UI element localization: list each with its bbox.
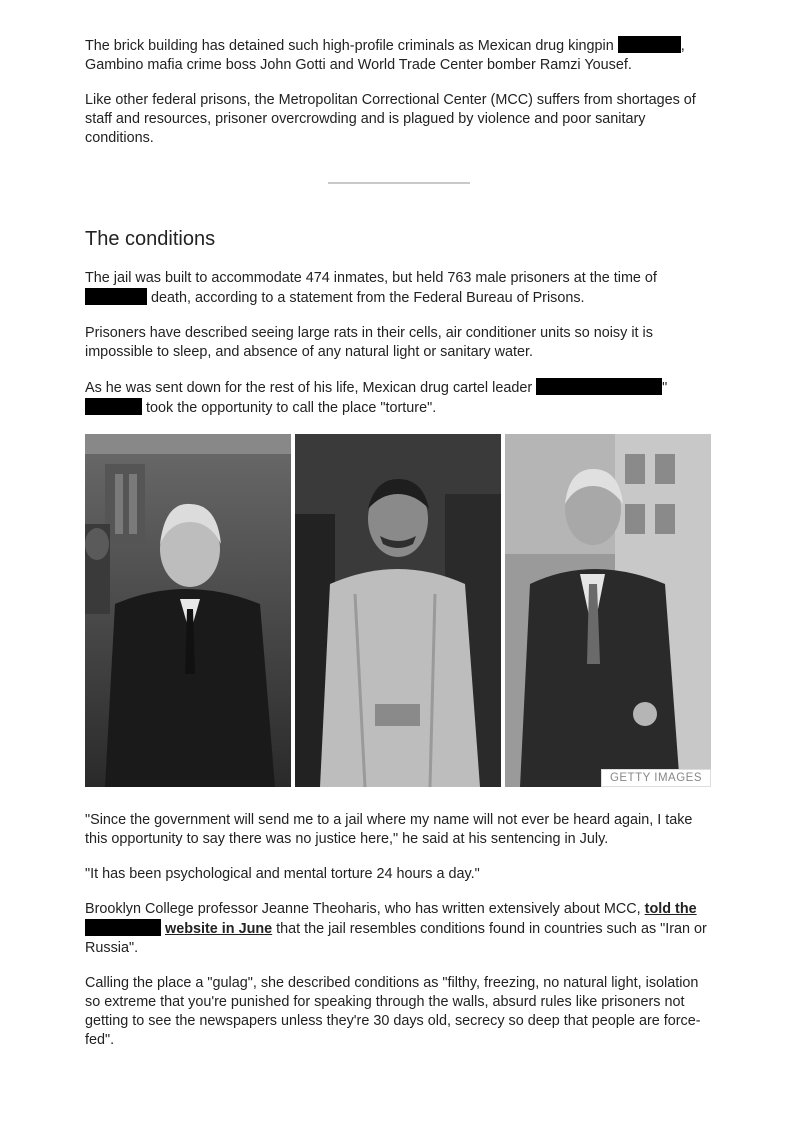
paragraph-mcc-shortages: Like other federal prisons, the Metropolitan Correctional Center (MCC) suffers from shortages of staff and resources, prisoner overcrowding and is plagued by violence and poor sanitary conditions. bbox=[85, 92, 696, 146]
paragraph-capacity: The jail was built to accommodate 474 inmates, but held 763 male prisoners at the time of death, according to a statement from the Federal Bureau of Prisons. bbox=[85, 270, 657, 306]
paragraph-quote-sentencing: "Since the government will send me to a jail where my name will not ever be heard again, I take this opportunity to say there was no justice here," he said at his sentencing in July. bbox=[85, 812, 693, 847]
photo-credit: GETTY IMAGES bbox=[601, 769, 711, 787]
photo-left bbox=[85, 434, 291, 787]
paragraph-theoharis: Brooklyn College professor Jeanne Theoharis, who has written extensively about MCC, told the website in June that the jail resembles conditions found in countries such as "Iran or Russia". bbox=[85, 901, 707, 956]
redaction-bar bbox=[618, 36, 681, 53]
paragraph-sentencing: As he was sent down for the rest of his life, Mexican drug cartel leader " took the opportunity to call the place "torture". bbox=[85, 380, 668, 416]
redaction-bar bbox=[85, 288, 147, 305]
paragraph-gulag: Calling the place a "gulag", she described conditions as "filthy, freezing, no natural light, isolation so extreme that you're punished for speaking through the walls, absurd rules like prisoners not getting to see the newspapers unless they're 30 days old, secrecy so deep that people are force-fed". bbox=[85, 975, 701, 1048]
paragraph-quote-torture: "It has been psychological and mental torture 24 hours a day." bbox=[85, 866, 480, 882]
redaction-bar bbox=[85, 919, 161, 936]
redaction-bar bbox=[85, 398, 142, 415]
redaction-bar bbox=[536, 378, 662, 395]
paragraph-detainees: The brick building has detained such high-profile criminals as Mexican drug kingpin , Gambino mafia crime boss John Gotti and World Trade Center bomber Ramzi Yousef. bbox=[85, 38, 685, 73]
photo-right bbox=[505, 434, 711, 787]
paragraph-prisoner-descriptions: Prisoners have described seeing large rats in their cells, air conditioner units so noisy it is impossible to sleep, and absence of any natural light or sanitary water. bbox=[85, 325, 653, 360]
article-link-told-the[interactable]: told the website in June bbox=[85, 901, 697, 937]
photo-center bbox=[295, 434, 501, 787]
article-body bbox=[85, 36, 712, 1066]
section-heading: The conditions bbox=[85, 228, 216, 250]
section-divider bbox=[328, 182, 470, 184]
photo-collage bbox=[85, 434, 711, 787]
